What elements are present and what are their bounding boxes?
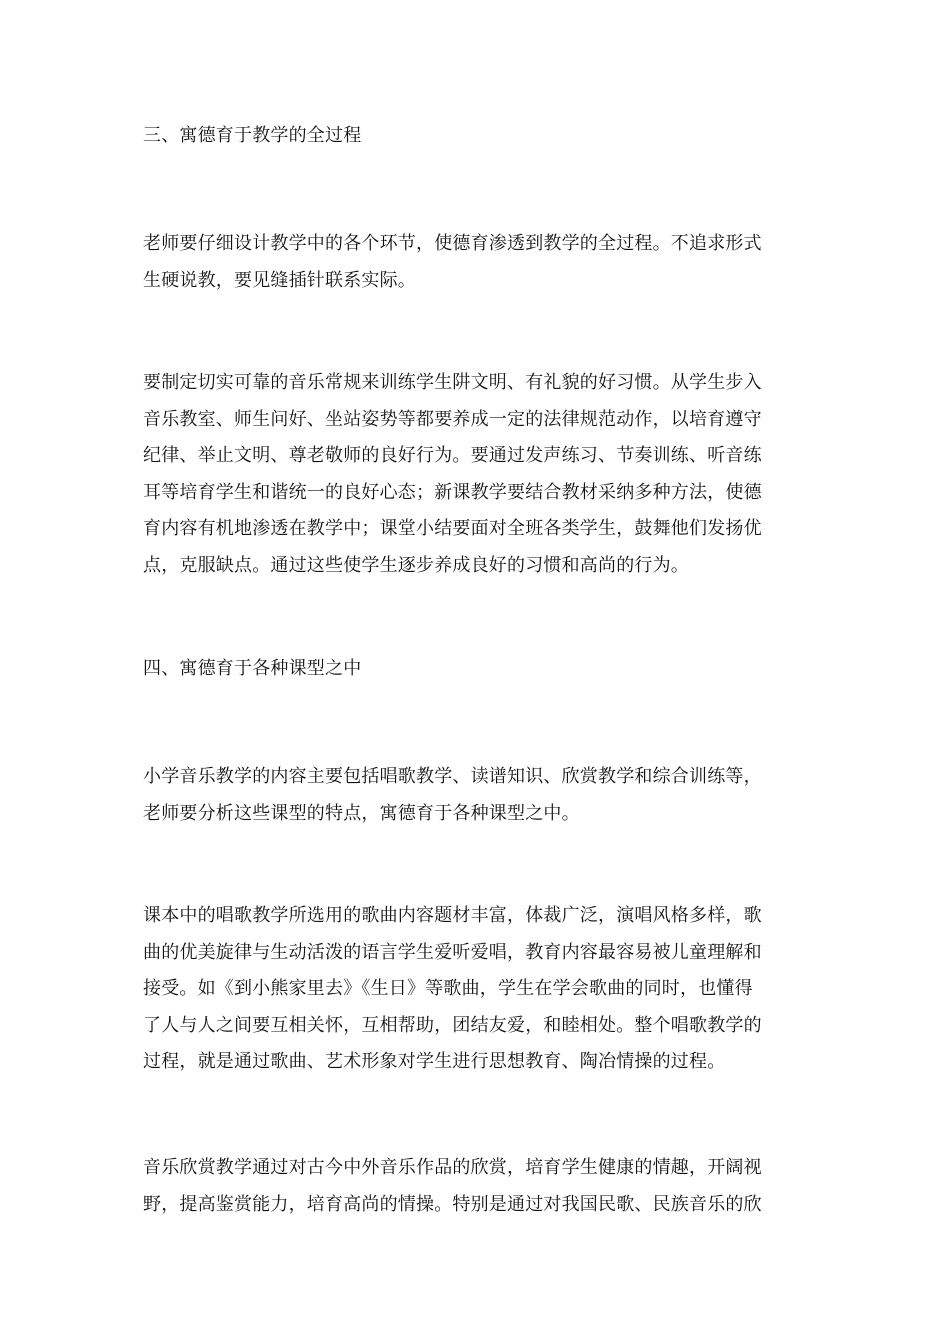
text-line: 小学音乐教学的内容主要包括唱歌教学、读谱知识、欣赏教学和综合训练等，	[143, 766, 762, 787]
text-line: 曲的优美旋律与生动活泼的语言学生爱听爱唱，教育内容最容易被儿童理解和	[143, 941, 762, 963]
text-line: 要制定切实可靠的音乐常规来训练学生阱文明、有礼貌的好习惯。从学生步入	[143, 372, 762, 393]
section-4-heading	[143, 651, 808, 688]
heading-text: 三、寓德育于教学的全过程	[143, 125, 362, 146]
text-line: 音乐教室、师生问好、坐站姿势等都要养成一定的法律规范动作，以培育遵守	[143, 408, 762, 430]
text-line: 音乐欣赏教学通过对古今中外音乐作品的欣赏，培育学生健康的情趣，开阔视	[143, 1157, 762, 1178]
text-line: 耳等培育学生和谐统一的良好心态；新课教学要结合教材采纳多种方法，使德	[143, 481, 762, 503]
text-line: 过程，就是通过歌曲、艺术形象对学生进行思想教育、陶冶情操的过程。	[143, 1051, 726, 1072]
section-4-paragraph-3	[143, 1150, 808, 1223]
text-line: 育内容有机地渗透在教学中；课堂小结要面对全班各类学生，鼓舞他们发扬优	[143, 518, 762, 539]
section-3-heading	[143, 118, 808, 155]
section-3-paragraph-1	[143, 226, 808, 299]
text-line: 老师要分析这些课型的特点，寓德育于各种课型之中。	[143, 802, 580, 824]
text-line: 生硬说教，要见缝插针联系实际。	[143, 269, 416, 291]
text-line: 课本中的唱歌教学所选用的歌曲内容题材丰富，体裁广泛，演唱风格多样，歌	[143, 905, 762, 926]
heading-text: 四、寓德育于各种课型之中	[143, 658, 362, 679]
text-line: 了人与人之间要互相关怀，互相帮助，团结友爱，和睦相处。整个唱歌教学的	[143, 1014, 762, 1036]
section-4-paragraph-1	[143, 759, 808, 832]
text-line: 接受。如《到小熊家里去》《生日》等歌曲，学生在学会歌曲的同时，也懂得	[143, 978, 753, 999]
section-4-paragraph-2	[143, 898, 808, 1081]
text-line: 老师要仔细设计教学中的各个环节，使德育渗透到教学的全过程。不追求形式	[143, 233, 762, 254]
section-3-paragraph-2	[143, 365, 808, 584]
text-line: 野，提高鉴赏能力，培育高尚的情操。特别是通过对我国民歌、民族音乐的欣	[143, 1193, 762, 1215]
text-line: 纪律、举止文明、尊老敬师的良好行为。要通过发声练习、节奏训练、听音练	[143, 445, 762, 466]
text-line: 点，克服缺点。通过这些使学生逐步养成良好的习惯和高尚的行为。	[143, 554, 689, 576]
